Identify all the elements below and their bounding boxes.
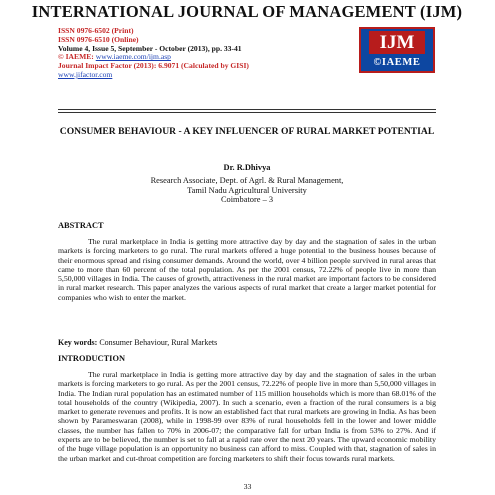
volume-info: Volume 4, Issue 5, September - October (2013), pp. 33-41 — [58, 43, 242, 53]
keywords-label: Key words: — [58, 338, 98, 347]
abstract-heading: ABSTRACT — [58, 221, 104, 230]
logo-ijm-text: IJM — [369, 31, 425, 54]
introduction-heading: INTRODUCTION — [58, 354, 126, 363]
author-affiliation-city: Coimbatore – 3 — [220, 195, 274, 205]
author-affiliation-university: Tamil Nadu Agricultural University — [187, 185, 307, 195]
header-rule-bottom — [58, 112, 436, 113]
ijm-logo — [359, 27, 435, 73]
issn-print: ISSN 0976-6502 (Print) — [58, 26, 134, 35]
impact-factor: Journal Impact Factor (2013): 6.9071 (Calculated by GISI) — [58, 61, 249, 71]
issn-online: ISSN 0976-6510 (Online) — [58, 34, 139, 44]
journal-title: INTERNATIONAL JOURNAL OF MANAGEMENT (IJM) — [31, 2, 463, 21]
logo-iaeme-text: ©IAEME — [373, 57, 421, 68]
keywords — [58, 338, 436, 347]
journal-meta — [58, 27, 358, 80]
keywords-text: Consumer Behaviour, Rural Markets — [97, 338, 218, 347]
iaeme-link[interactable]: www.iaeme.com/ijm.asp — [95, 52, 171, 62]
introduction-text: The rural marketplace in India is getting more attractive day by day and the stagnation of sales in the urban markets is forcing marketers to go rural. As per the 2001 census, 72.22% of people live in more than 5,50,000 villages in India. The Indian rural population has an estimated number of 115 million households which is more than 68.01% of the total households of the country (Wikipedia, 2007). In such a scenario, even a fraction of the rural consumers is a big market to generate revenues and profits. It is now an established fact that rural markets are growing in India. As has been shown by Parameswaran (2008), while in 1998-99 over 83% of rural households fell in the lower and lower middle classes, the number has fallen to 70% in 2006-07; the comparative fall for urban India is from 53% to 27%. And if experts are to be believed, the number is set to fall at a rapid rate over the next 20 years. The upward economic mobility of the huge village population is an opportunity no business can afford to miss. Coupled with that, stagnation of sales in the urban market and cut-throat competition are forcing marketers to shift their focus towards rural markets. — [58, 370, 436, 463]
iaeme-label: © IAEME: — [58, 52, 94, 62]
paper-title: CONSUMER BEHAVIOUR - A KEY INFLUENCER OF RURAL MARKET POTENTIAL — [59, 126, 435, 137]
author-affiliation-dept: Research Associate, Dept. of Agrl. & Rural Management, — [150, 175, 344, 185]
author-block — [58, 163, 436, 205]
jifactor-link[interactable]: www.jifactor.com — [58, 69, 113, 79]
author-name: Dr. R.Dhivya — [223, 163, 271, 172]
header-rule-top — [58, 109, 436, 110]
abstract-text: The rural marketplace in India is getting more attractive day by day and the stagnation of sales in the urban markets is forcing marketers to go rural. The rural markets offered a huge potential to the business houses because of their enormous spread and rising consumer demands. Around the world, over 4 billion people survived in rural areas that came to more than 60 percent of the total population. As per the 2001 census, 72.22% of people live in more than 5,50,000 villages in India. The causes of growth, attractiveness in the rural market are important factors to be considered in rural market research. This paper analyzes the various aspects of rural market that create a larger market potential for companies who wish to enter the market. — [58, 237, 436, 302]
page-number: 33 — [243, 482, 252, 491]
